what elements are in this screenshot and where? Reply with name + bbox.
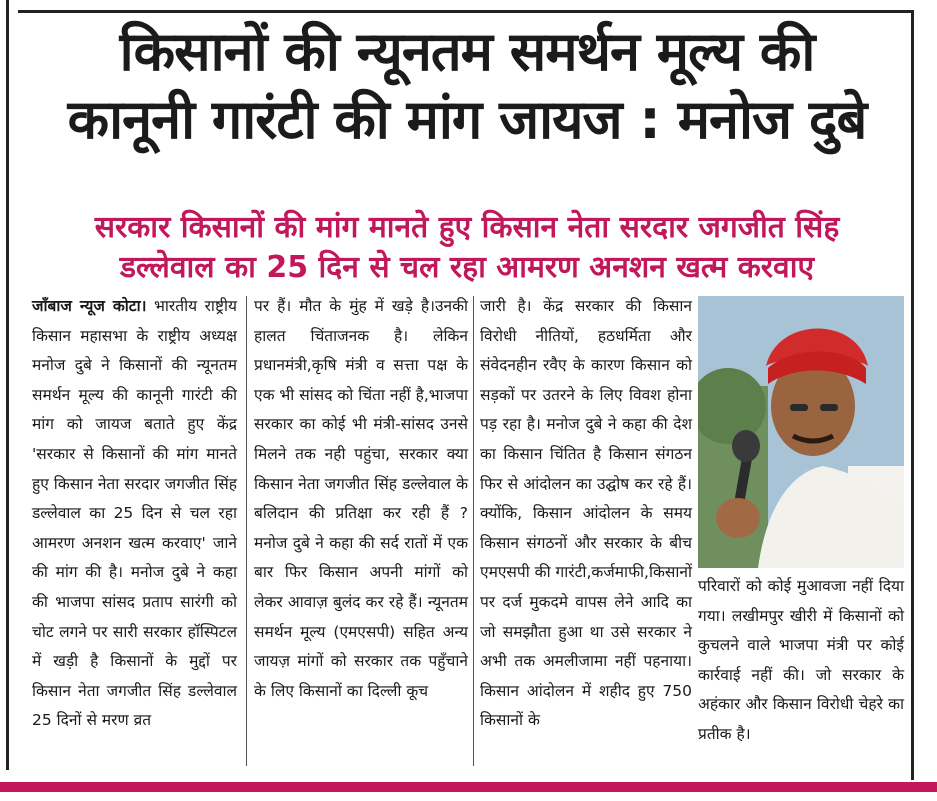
article-column-4 xyxy=(698,572,904,750)
column-3-text: जारी है। केंद्र सरकार की किसान विरोधी नीतियों, हठधर्मिता और संवेदनहीन रवैए के कारण किसान को सड़कों पर उतरने के लिए विवश होना पड़ रहा है। मनोज दुबे ने कहा की देश का किसान चिंतित है किसान संगठन फिर से आंदोलन का उद्घोष कर रहे हैं। क्योंकि, किसान आंदोलन के समय किसान संगठनों और सरकार के बीच एमएसपी की गारंटी,कर्जमाफी,किसानों पर दर्ज मुकदमे वापस लेने आदि का जो समझौता हुआ था उसे सरकार ने अभी तक अमलीजामा नहीं पहनाया। किसान आंदोलन में शहीद हुए 750 किसानों के xyxy=(480,297,692,730)
subheadline-line-1: सरकार किसानों की मांग मानते हुए किसान नेता सरदार जगजीत सिंह xyxy=(94,210,840,245)
headline xyxy=(24,18,910,154)
top-border-rule xyxy=(18,10,913,13)
column-4-text: परिवारों को कोई मुआवजा नहीं दिया गया। लखीमपुर खीरी में किसानों को कुचलने वाले भाजपा मंत्री पर कोई कार्रवाई नहीं की। जो सरकार के अहंकार और किसान विरोधी चेहरे का प्रतीक है। xyxy=(698,577,904,743)
right-border-rule xyxy=(911,10,914,780)
headline-line-1: किसानों की न्यूनतम समर्थन मूल्य की xyxy=(119,20,815,83)
column-divider xyxy=(473,296,474,766)
column-1-text: भारतीय राष्ट्रीय किसान महासभा के राष्ट्रीय अध्यक्ष मनोज दुबे ने किसानों की न्यूनतम समर्थन मूल्य की कानूनी गारंटी की मांग को जायज बताते हुए केंद्र 'सरकार से किसानों की मांग मानते हुए किसान नेता सरदार जगजीत सिंह डल्लेवाल का 25 दिन से चल रहा आमरण अनशन खत्म करवाए' जाने की मांग की है। मनोज दुबे ने कहा की भाजपा सांसद प्रताप सारंगी को चोट लगने पर सारी सरकार हॉस्पिटल में खड़ी है किसानों के मुद्दों पर किसान नेता जगजीत सिंह डल्लेवाल 25 दिनों से मरण व्रत xyxy=(32,297,237,730)
bottom-color-band xyxy=(0,782,937,792)
speaker-photo-illustration xyxy=(698,296,904,568)
headline-line-2: कानूनी गारंटी की मांग जायज : मनोज दुबे xyxy=(67,88,867,151)
subheadline-line-2: डल्लेवाल का 25 दिन से चल रहा आमरण अनशन खत्म करवाए xyxy=(119,250,815,285)
left-border-rule xyxy=(6,0,9,770)
speaker-photo xyxy=(698,296,904,568)
article-column-1 xyxy=(32,292,237,736)
subheadline xyxy=(24,208,910,288)
column-divider xyxy=(246,296,247,766)
article-column-2 xyxy=(254,292,468,706)
column-2-text: पर हैं। मौत के मुंह में खड़े है।उनकी हालत चिंताजनक है। लेकिन प्रधानमंत्री,कृषि मंत्री व सत्ता पक्ष के एक भी सांसद को चिंता नहीं है,भाजपा सरकार का कोई भी मंत्री-सांसद उनसे मिलने तक नही पहुंचा, सरकार क्या किसान नेता जगजीत सिंह डल्लेवाल के बलिदान की प्रतिक्षा कर रही हैं ? मनोज दुबे ने कहा की सर्द रातों में एक बार फिर किसान अपनी मांगों को लेकर आवाज़ बुलंद कर रहे हैं। न्यूनतम समर्थन मूल्य (एमएसपी) सहित अन्य जायज़ मांगों को सरकार तक पहुँचाने के लिए किसानों का दिल्ली कूच xyxy=(254,297,469,700)
article-column-3 xyxy=(480,292,692,736)
dateline: जाँबाज न्यूज कोटा। xyxy=(32,297,147,315)
